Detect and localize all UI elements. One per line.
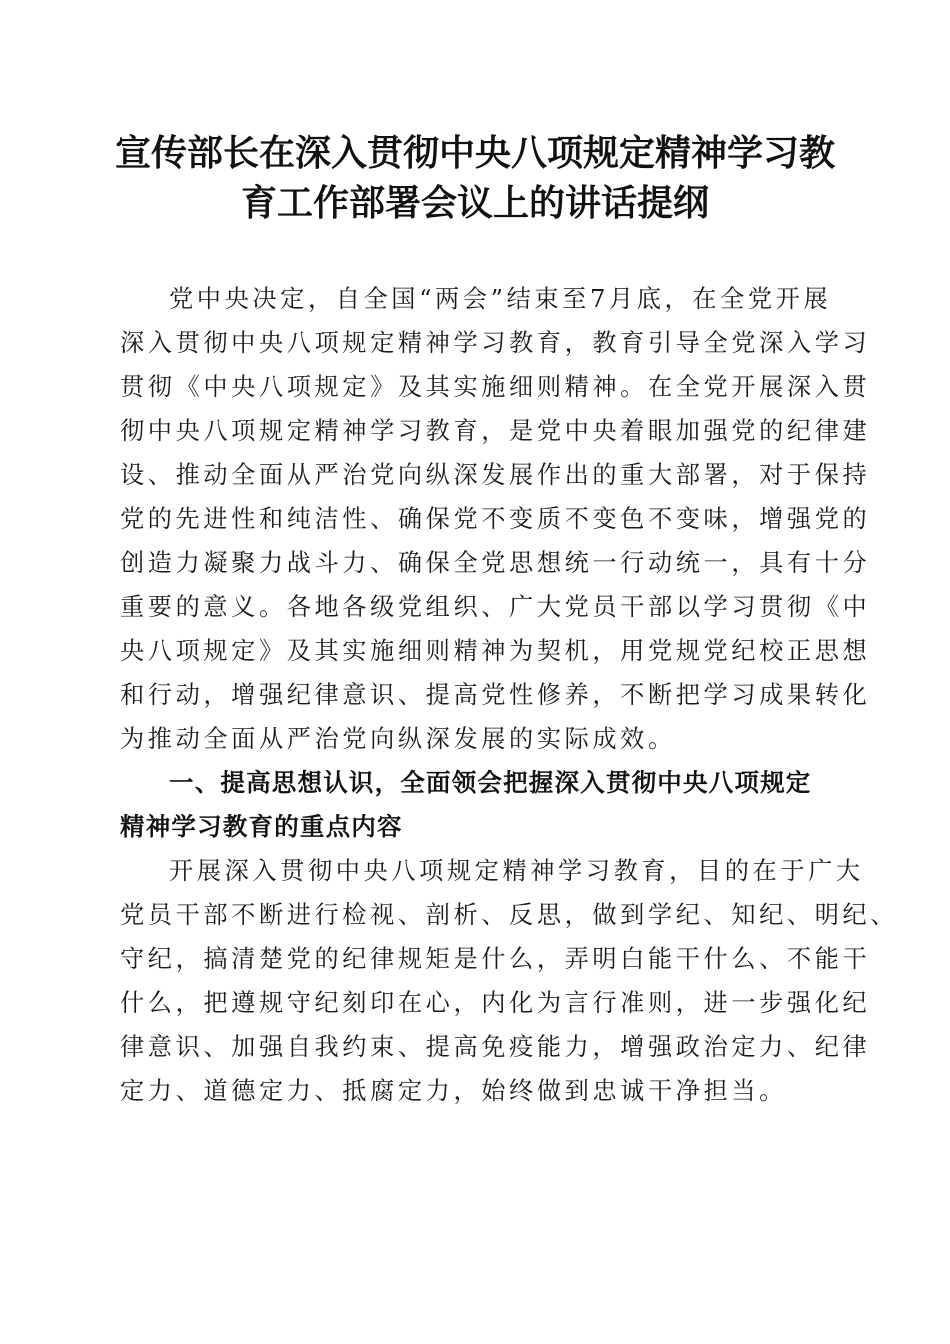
paragraph-line: 和行动，增强纪律意识、提高党性修养，不断把学习成果转化 <box>120 681 871 709</box>
paragraph-line: 定力、道德定力、抵腐定力，始终做到忠诚干净担当。 <box>120 1077 787 1105</box>
paragraph-line: 党的先进性和纯洁性、确保党不变质不变色不变味，增强党的 <box>120 505 871 533</box>
paragraph-line: 守纪，搞清楚党的纪律规矩是什么，弄明白能干什么、不能干 <box>120 945 871 973</box>
paragraph-line: 开展深入贯彻中央八项规定精神学习教育，目的在于广大 <box>169 857 864 885</box>
paragraph-section-1 <box>120 849 899 1113</box>
heading-line: 精神学习教育的重点内容 <box>120 812 403 841</box>
paragraph-line: 央八项规定》及其实施细则精神为契机，用党规党纪校正思想 <box>120 637 871 665</box>
paragraph-line: 设、推动全面从严治党向纵深发展作出的重大部署，对于保持 <box>120 461 871 489</box>
paragraph-line: 为推动全面从严治党向纵深发展的实际成效。 <box>120 725 676 753</box>
paragraph-line: 彻中央八项规定精神学习教育，是党中央着眼加强党的纪律建 <box>120 417 871 445</box>
paragraph-line: 重要的意义。各地各级党组织、广大党员干部以学习贯彻《中 <box>120 593 871 621</box>
title-line: 宣传部长在深入贯彻中央八项规定精神学习教 <box>114 132 835 174</box>
heading-line: 一、提高思想认识，全面领会把握深入贯彻中央八项规定 <box>169 768 812 797</box>
paragraph-line: 党员干部不断进行检视、剖析、反思，做到学纪、知纪、明纪、 <box>120 901 899 929</box>
paragraph-line: 什么，把遵规守纪刻印在心，内化为言行准则，进一步强化纪 <box>120 989 871 1017</box>
paragraph-line: 党中央决定，自全国“两会”结束至7月底，在全党开展 <box>169 285 832 313</box>
paragraph-intro <box>120 277 871 761</box>
section-heading-1 <box>120 761 836 849</box>
document-body <box>120 277 899 1113</box>
document-title <box>100 128 850 228</box>
paragraph-line: 律意识、加强自我约束、提高免疫能力，增强政治定力、纪律 <box>120 1033 871 1061</box>
title-line: 育工作部署会议上的讲话提纲 <box>240 182 709 224</box>
paragraph-line: 贯彻《中央八项规定》及其实施细则精神。在全党开展深入贯 <box>120 373 871 401</box>
paragraph-line: 创造力凝聚力战斗力、确保全党思想统一行动统一，具有十分 <box>120 549 871 577</box>
paragraph-line: 深入贯彻中央八项规定精神学习教育，教育引导全党深入学习 <box>120 329 871 357</box>
